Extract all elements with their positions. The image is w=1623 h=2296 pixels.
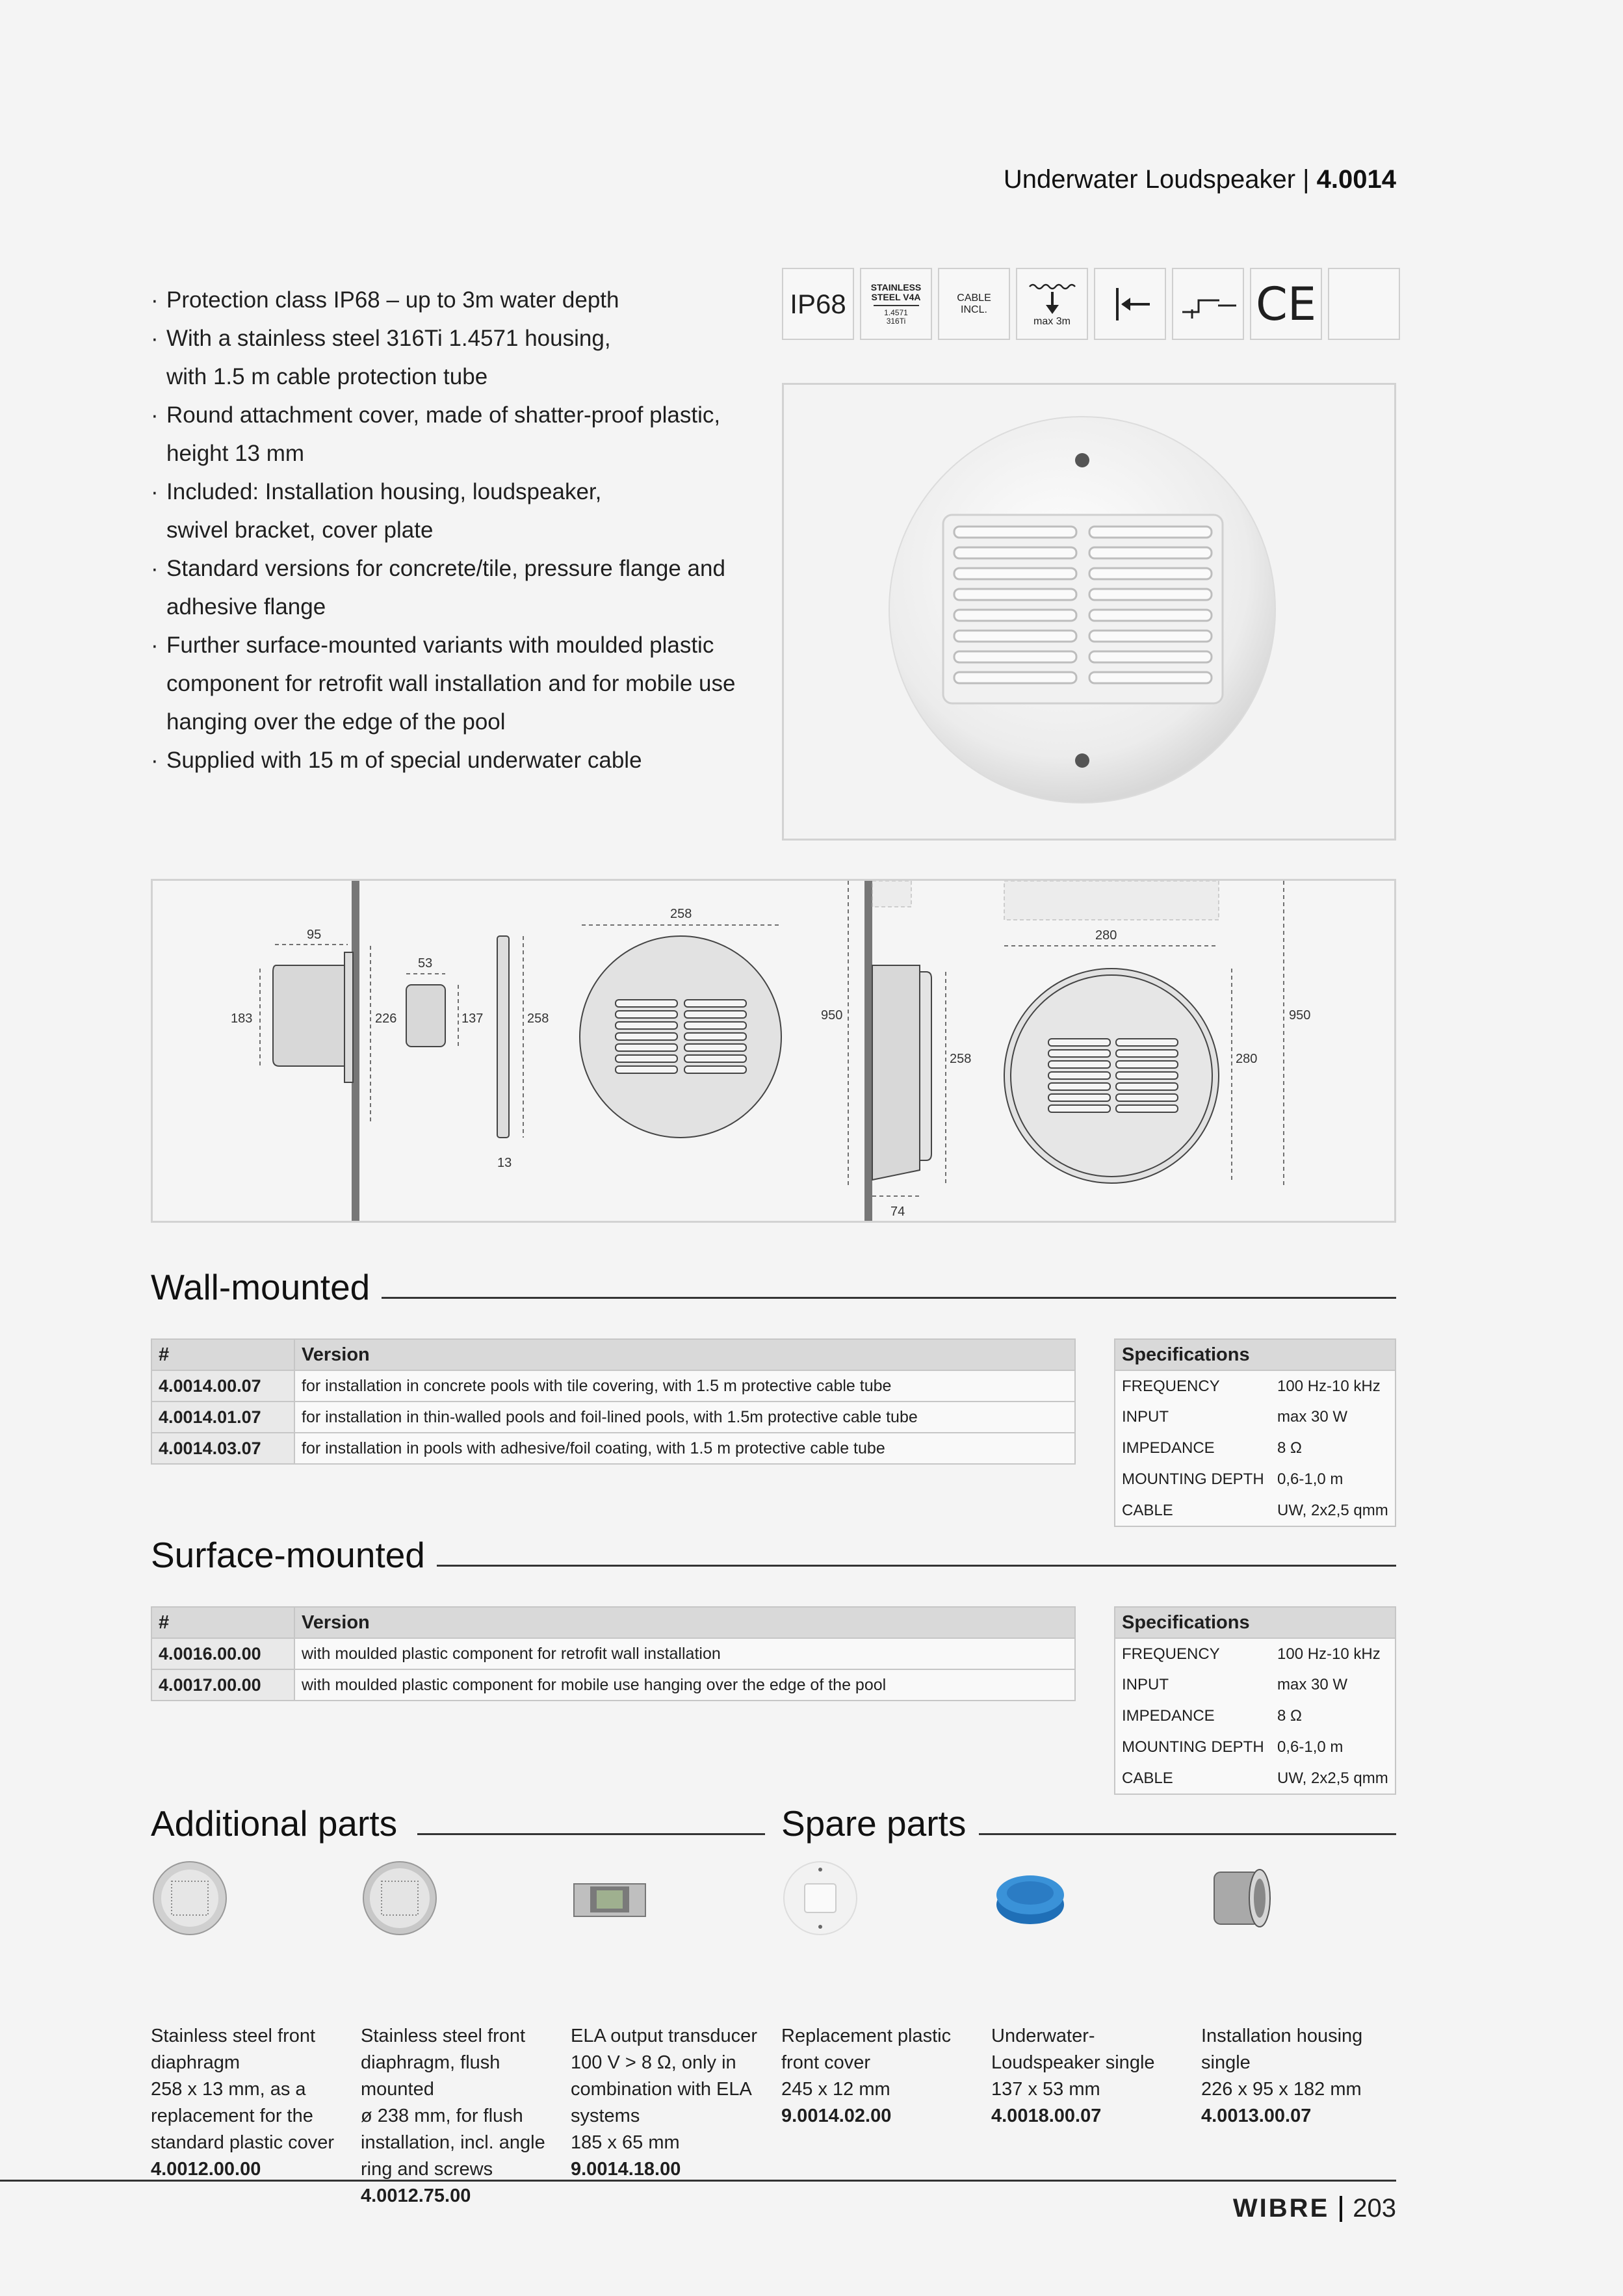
part-item [571, 1859, 766, 2183]
spec-row: CABLE UW, 2x2,5 qmm [1115, 1495, 1396, 1526]
brand-logo: WIBRE [1232, 2194, 1330, 2223]
dim-137: 137 [461, 1011, 484, 1026]
feature-item-cont: component for retrofit wall installation and for mobile use [166, 671, 736, 696]
surface-mounted-heading: Surface-mounted [151, 1535, 425, 1575]
part-item [1201, 1859, 1396, 2130]
part-code: 4.0013.00.07 [1201, 2106, 1312, 2126]
table-row: 4.0014.00.07 for installation in concrete pools with tile covering, with 1.5 m protective cable tube [151, 1370, 1075, 1402]
part-item [781, 1859, 976, 2130]
spec-row: FREQUENCY 100 Hz-10 kHz [1115, 1638, 1396, 1669]
wall-mounted-version-table [151, 1338, 1076, 1465]
flush-diaphragm-image [361, 1859, 439, 1937]
spec-row: IMPEDANCE 8 Ω [1115, 1701, 1396, 1732]
part-code: 9.0014.18.00 [571, 2159, 681, 2180]
feature-item: · Supplied with 15 m of special underwater cable [151, 741, 775, 779]
spare-parts-rule [979, 1833, 1396, 1835]
additional-parts-heading: Additional parts [151, 1803, 398, 1844]
page-header [1004, 165, 1396, 194]
feature-item-cont: adhesive flange [166, 594, 326, 620]
dim-950-left: 950 [821, 1008, 843, 1023]
table-row: 4.0017.00.00 with moulded plastic component for mobile use hanging over the edge of the pool [151, 1669, 1075, 1701]
dim-53: 53 [418, 956, 433, 971]
page-number: 203 [1353, 2194, 1396, 2223]
footer-separator [1340, 2196, 1342, 2222]
surface-mounted-rule [437, 1565, 1396, 1567]
feature-item: · With a stainless steel 316Ti 1.4571 housing, [151, 319, 775, 358]
stainless-steel-icon: STAINLESS STEEL V4A 1.4571 316Ti [860, 268, 932, 340]
spec-row: CABLE UW, 2x2,5 qmm [1115, 1763, 1396, 1794]
spec-row: MOUNTING DEPTH 0,6-1,0 m [1115, 1464, 1396, 1495]
dim-280-top: 280 [1095, 928, 1117, 943]
installation-housing-image [1201, 1859, 1279, 1937]
wall-mounted-rule [382, 1297, 1396, 1299]
part-code: 9.0014.02.00 [781, 2106, 892, 2126]
spec-row: IMPEDANCE 8 Ω [1115, 1433, 1396, 1464]
dim-258-side: 258 [527, 1011, 549, 1026]
feature-item: · Round attachment cover, made of shatter-proof plastic, [151, 396, 775, 434]
water-depth-icon: max 3m [1016, 268, 1088, 340]
footer-rule [0, 2180, 1396, 2182]
part-item [991, 1859, 1186, 2130]
underwater-loudspeaker-image [991, 1859, 1069, 1937]
technical-drawing [151, 879, 1396, 1223]
table-row: 4.0014.03.07 for installation in pools with adhesive/foil coating, with 1.5 m protective cable tube [151, 1433, 1075, 1464]
ip68-icon: IP68 [782, 268, 854, 340]
ela-transducer-image [571, 1859, 649, 1937]
table-row: 4.0016.00.00 with moulded plastic component for retrofit wall installation [151, 1638, 1075, 1669]
spec-row: MOUNTING DEPTH 0,6-1,0 m [1115, 1732, 1396, 1763]
empty-icon-slot [1328, 268, 1400, 340]
table-row: 4.0014.01.07 for installation in thin-walled pools and foil-lined pools, with 1.5m protective cable tube [151, 1402, 1075, 1433]
dim-226: 226 [375, 1011, 397, 1026]
part-name: Installation housing single [1201, 2026, 1363, 2073]
dim-280-side: 280 [1236, 1052, 1258, 1066]
additional-parts-rule [417, 1833, 765, 1835]
page-footer [1233, 2194, 1396, 2223]
certification-icons [782, 268, 1400, 340]
spec-row: FREQUENCY 100 Hz-10 kHz [1115, 1370, 1396, 1402]
spec-row: INPUT max 30 W [1115, 1669, 1396, 1701]
feature-item-cont: swivel bracket, cover plate [166, 517, 434, 543]
feature-item: · Protection class IP68 – up to 3m water depth [151, 281, 775, 319]
col-number: # [151, 1339, 294, 1370]
part-code: 4.0012.00.00 [151, 2159, 261, 2180]
dim-13: 13 [497, 1156, 512, 1170]
part-name: Stainless steel front diaphragm [151, 2026, 316, 2073]
col-version: Version [294, 1339, 1075, 1370]
feature-item: · Standard versions for concrete/tile, pressure flange and [151, 549, 775, 588]
ce-icon: CE [1250, 268, 1322, 340]
part-description: 226 x 95 x 182 mm [1201, 2079, 1362, 2100]
feature-item: · Further surface-mounted variants with moulded plastic [151, 626, 775, 664]
dim-95: 95 [307, 928, 322, 942]
part-name: Underwater-Loudspeaker single [991, 2026, 1155, 2073]
wall-mount-icon [1094, 268, 1166, 340]
col-number: # [151, 1607, 294, 1638]
part-name: Replacement plastic front cover [781, 2026, 952, 2073]
feature-item-cont: with 1.5 m cable protection tube [166, 364, 488, 389]
specs-title: Specifications [1115, 1607, 1396, 1638]
part-item [151, 1859, 346, 2183]
wall-mounted-specs-table [1114, 1338, 1396, 1527]
steel-diaphragm-image [151, 1859, 229, 1937]
part-code: 4.0012.75.00 [361, 2185, 471, 2206]
dim-258-surface: 258 [950, 1052, 972, 1066]
dim-183: 183 [231, 1011, 253, 1026]
flange-icon [1172, 268, 1244, 340]
feature-item-cont: hanging over the edge of the pool [166, 709, 506, 735]
surface-mounted-version-table [151, 1606, 1076, 1701]
part-description: 258 x 13 mm, as a replacement for the standard plastic cover [151, 2079, 335, 2153]
part-item [361, 1859, 556, 2210]
header-title: Underwater Loudspeaker | [1003, 165, 1310, 194]
part-description: 100 V > 8 Ω, only in combination with ELA systems 185 x 65 mm [571, 2052, 751, 2153]
part-description: 245 x 12 mm [781, 2079, 890, 2100]
spare-parts-heading: Spare parts [781, 1803, 967, 1844]
part-description: 137 x 53 mm [991, 2079, 1100, 2100]
cable-included-icon: CABLE INCL. [938, 268, 1010, 340]
part-code: 4.0018.00.07 [991, 2106, 1102, 2126]
surface-mounted-specs-table [1114, 1606, 1396, 1795]
dim-258-top: 258 [670, 907, 692, 921]
part-name: ELA output transducer [571, 2026, 757, 2046]
spec-row: INPUT max 30 W [1115, 1402, 1396, 1433]
dim-74: 74 [890, 1205, 905, 1219]
loudspeaker-cover-image [784, 385, 1394, 839]
specs-title: Specifications [1115, 1339, 1396, 1370]
part-description: ø 238 mm, for flush installation, incl. angle ring and screws [361, 2106, 545, 2180]
product-photo [782, 383, 1396, 841]
feature-item: · Included: Installation housing, loudspeaker, [151, 473, 775, 511]
feature-item-cont: height 13 mm [166, 441, 305, 466]
header-code: 4.0014 [1316, 165, 1396, 194]
plastic-cover-image [781, 1859, 859, 1937]
dim-950-right: 950 [1289, 1008, 1311, 1023]
part-name: Stainless steel front diaphragm, flush mounted [361, 2026, 526, 2100]
feature-list [151, 281, 775, 779]
wall-mounted-heading: Wall-mounted [151, 1267, 370, 1307]
col-version: Version [294, 1607, 1075, 1638]
